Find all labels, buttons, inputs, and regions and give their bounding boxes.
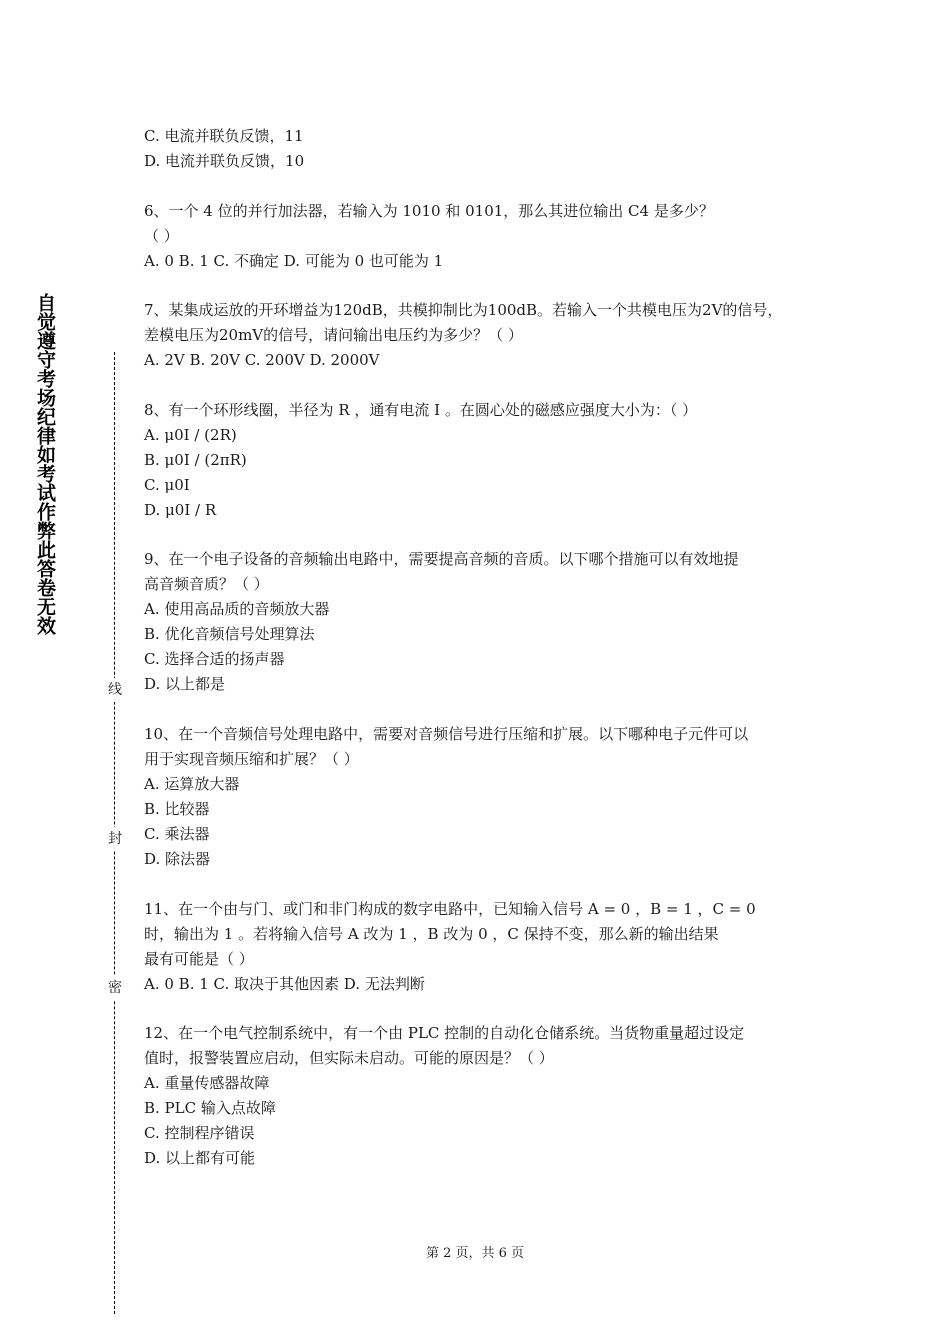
question-line: C. 选择合适的扬声器 — [144, 650, 285, 669]
question-line: 12、在一个电气控制系统中，有一个由 PLC 控制的自动化仓储系统。当货物重量超过设定 — [144, 1024, 745, 1043]
question-line: A. μ0I / (2R) — [144, 425, 237, 444]
question-block — [144, 398, 824, 523]
question-block — [144, 124, 824, 174]
question-line: D. μ0I / R — [144, 500, 217, 519]
question-line: C. 乘法器 — [144, 824, 210, 843]
question-line: A. 0 B. 1 C. 不确定 D. 可能为 0 也可能为 1 — [144, 251, 444, 270]
question-line: C. 电流并联负反馈，11 — [144, 127, 304, 145]
question-line: A. 重量传感器故障 — [144, 1074, 270, 1093]
question-line: D. 电流并联负反馈，10 — [144, 152, 305, 170]
question-line: 值时，报警装置应启动，但实际未启动。可能的原因是？（ ） — [144, 1049, 554, 1068]
seal-mark-secret: 密 — [105, 976, 125, 1000]
question-line: D. 以上都有可能 — [144, 1149, 256, 1168]
page-number: 第 2 页，共 6 页 — [425, 1246, 525, 1261]
question-line: 6、一个 4 位的并行加法器，若输入为 1010 和 0101，那么其进位输出 C4 是多少？ — [144, 201, 714, 220]
question-line: 10、在一个音频信号处理电路中，需要对音频信号进行压缩和扩展。以下哪种电子元件可以 — [144, 724, 749, 743]
question-line: D. 以上都是 — [144, 675, 226, 694]
question-line: 9、在一个电子设备的音频输出电路中，需要提高音频的音质。以下哪个措施可以有效地提 — [144, 550, 739, 569]
question-line: D. 除法器 — [144, 849, 211, 868]
question-line: 11、在一个由与门、或门和非门构成的数字电路中，已知输入信号 A = 0 ，B = 1 ，C = 0 — [144, 899, 756, 918]
question-line: B. 比较器 — [144, 799, 210, 818]
question-block — [144, 722, 824, 872]
question-line: 时，输出为 1 。若将输入信号 A 改为 1 ，B 改为 0 ，C 保持不变，那么新的输出结果 — [144, 924, 719, 943]
question-block — [144, 1021, 824, 1171]
question-block — [144, 298, 824, 373]
question-line: 7、某集成运放的开环增益为120dB，共模抑制比为100dB。若输入一个共模电压为2V的信号， — [144, 301, 783, 320]
question-line: B. μ0I / (2πR) — [144, 450, 247, 469]
question-block — [144, 897, 824, 997]
question-list — [144, 124, 824, 1196]
question-line: A. 2V B. 20V C. 200V D. 2000V — [144, 351, 380, 370]
question-line: B. PLC 输入点故障 — [144, 1099, 276, 1118]
question-line: C. μ0I — [144, 475, 190, 494]
question-line: （ ） — [144, 226, 179, 245]
question-line: 最有可能是（ ） — [144, 949, 254, 968]
seal-mark-seal: 封 — [105, 827, 125, 851]
question-line: 8、有一个环形线圈，半径为 R ，通有电流 I 。在圆心处的磁感应强度大小为：（ ） — [144, 400, 698, 419]
question-line: A. 运算放大器 — [144, 774, 240, 793]
question-line: 差模电压为20mV的信号，请问输出电压约为多少？（ ） — [144, 326, 523, 345]
exam-warning-vertical: 自觉遵守考场纪律如考试作弊此答卷无效 — [34, 293, 56, 635]
question-line: 高音频音质？（ ） — [144, 575, 269, 594]
seal-mark-line: 线 — [105, 678, 125, 702]
question-block — [144, 547, 824, 697]
question-line: A. 0 B. 1 C. 取决于其他因素 D. 无法判断 — [144, 974, 425, 993]
question-block — [144, 199, 824, 274]
question-line: A. 使用高品质的音频放大器 — [144, 600, 330, 619]
question-line: C. 控制程序错误 — [144, 1124, 255, 1143]
question-line: B. 优化音频信号处理算法 — [144, 625, 315, 644]
question-line: 用于实现音频压缩和扩展？（ ） — [144, 749, 359, 768]
